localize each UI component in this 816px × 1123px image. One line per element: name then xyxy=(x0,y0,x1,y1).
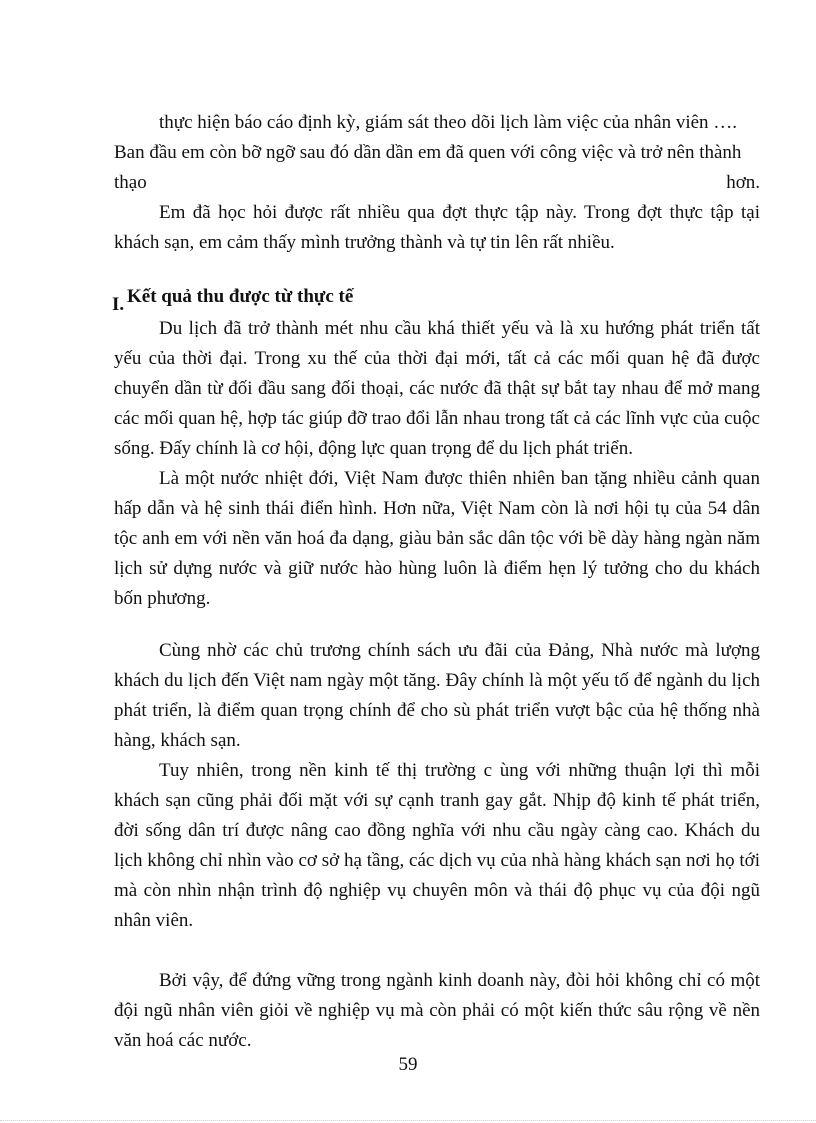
paragraph: Bởi vậy, để đứng vững trong ngành kinh doanh này, đòi hỏi không chỉ có một đội ngũ nhân viên giỏi về nghiệp vụ mà còn phải có một kiến thức sâu rộng về nền văn hoá các nước. xyxy=(114,970,760,1051)
paragraph-line-justified xyxy=(114,168,760,198)
paragraph-line: Ban đầu em còn bỡ ngỡ sau đó dần dần em đã quen với công việc và trở nên thành xyxy=(114,142,742,163)
paragraph: Là một nước nhiệt đới, Việt Nam được thiên nhiên ban tặng nhiều cảnh quan hấp dẫn và hệ sinh thái điển hình. Hơn nữa, Việt Nam còn là nơi hội tụ của 54 dân tộc anh em với nền văn hoá đa dạng, giàu bản sắc dân tộc với bề dày hàng ngàn năm lịch sử dựng nước và giữ nước hào hùng luôn là điểm hẹn lý tưởng cho du khách bốn phương. xyxy=(114,468,760,609)
section-heading xyxy=(114,282,760,314)
paragraph-line: thực hiện báo cáo định kỳ, giám sát theo dõi lịch làm việc của nhân viên …. xyxy=(159,112,738,133)
page-number: 59 xyxy=(398,1054,418,1075)
paragraph: Tuy nhiên, trong nền kinh tế thị trường c ùng với những thuận lợi thì mỗi khách sạn cũng phải đối mặt với sự cạnh tranh gay gắt. Nhịp độ kinh tế phát triển, đời sống dân trí được nâng cao đồng nghĩa với nhu cầu ngày càng cao. Khách du lịch không chỉ nhìn vào cơ sở hạ tầng, các dịch vụ của nhà hàng khách sạn nơi họ tới mà còn nhìn nhận trình độ nghiệp vụ chuyên môn và thái độ phục vụ của đội ngũ nhân viên. xyxy=(114,760,760,931)
section-title: Kết quả thu được từ thực tế xyxy=(127,286,354,307)
document-body xyxy=(114,108,760,1056)
paragraph: Du lịch đã trở thành mét nhu cầu khá thiết yếu và là xu hướng phát triển tất yếu của thời đại. Trong xu thế của thời đại mới, tất cả các mối quan hệ đã được chuyển dần từ đối đầu sang đối thoại, các nước đã thật sự bắt tay nhau để mở mang các mối quan hệ, hợp tác giúp đỡ trao đổi lẫn nhau trong tất cả các lĩnh vực của cuộc sống. Đấy chính là cơ hội, động lực quan trọng để du lịch phát triển. xyxy=(114,318,760,459)
section-number: I. xyxy=(112,294,125,315)
page-edge-divider xyxy=(0,1120,816,1121)
paragraph-word: thạo xyxy=(114,172,147,193)
paragraph: Em đã học hỏi được rất nhiều qua đợt thực tập này. Trong đợt thực tập tại khách sạn, em cảm thấy mình trưởng thành và tự tin lên rất nhiều. xyxy=(114,202,760,253)
paragraph-word: hơn. xyxy=(726,172,760,193)
paragraph: Cùng nhờ các chủ trương chính sách ưu đãi của Đảng, Nhà nước mà lượng khách du lịch đến Việt nam ngày một tăng. Đây chính là một yếu tố để ngành du lịch phát triển, là điểm quan trọng chính để cho sù phát triển vượt bậc của hệ thống nhà hàng, khách sạn. xyxy=(114,640,760,751)
